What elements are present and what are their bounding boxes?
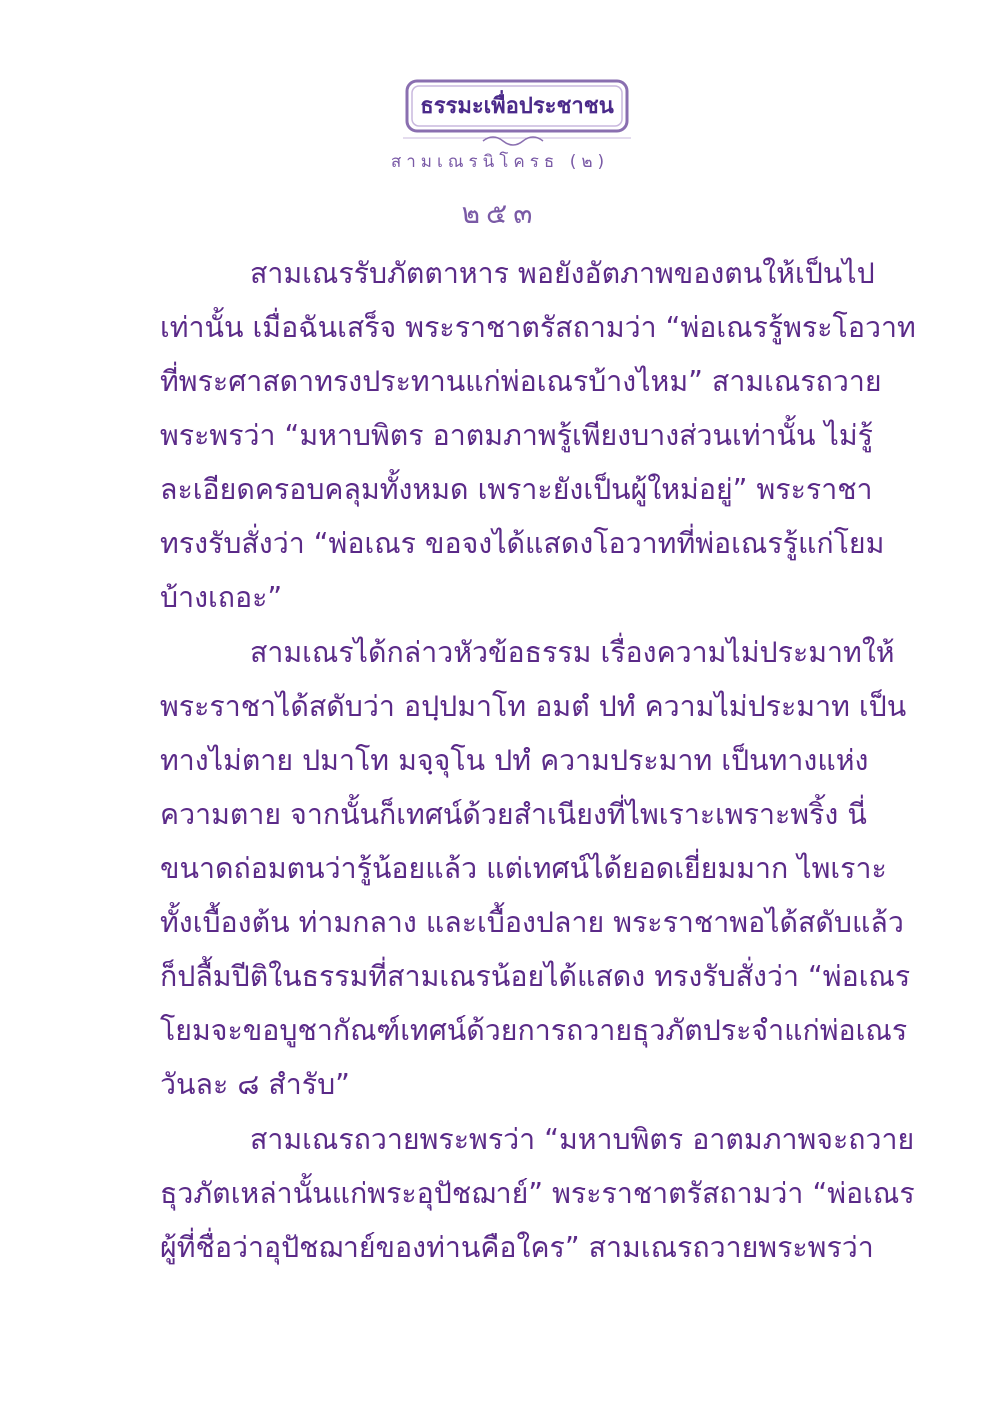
text-line: สามเณรรับภัตตาหาร พอยังอัตภาพของตนให้เป็นไป [250,257,875,290]
text-line: ทางไม่ตาย ปมาโท มจฺจุโน ปทํ ความประมาท เป็นทางแห่ง [160,744,869,777]
text-line: ทรงรับสั่งว่า “พ่อเณร ขอจงได้แสดงโอวาทที่พ่อเณรรู้แก่โยม [160,527,885,560]
text-line: บ้างเถอะ” [160,581,283,614]
text-line: ขนาดถ่อมตนว่ารู้น้อยแล้ว แต่เทศน์ได้ยอดเยี่ยมมาก ไพเราะ [160,852,887,885]
text-line: พระพรว่า “มหาบพิตร อาตมภาพรู้เพียงบางส่วนเท่านั้น ไม่รู้ [160,419,873,452]
text-line: วันละ ๘ สำรับ” [160,1068,350,1101]
text-line: ความตาย จากนั้นก็เทศน์ด้วยสำเนียงที่ไพเราะเพราะพริ้ง นี่ [160,798,867,831]
text-line: ธุวภัตเหล่านั้นแก่พระอุปัชฌาย์” พระราชาตรัสถามว่า “พ่อเณร [160,1177,915,1210]
text-line: สามเณรถวายพระพรว่า “มหาบพิตร อาตมภาพจะถวาย [250,1123,915,1156]
text-line: ก็ปลื้มปีติในธรรมที่สามเณรน้อยได้แสดง ทรงรับสั่งว่า “พ่อเณร [160,960,911,993]
text-line: เท่านั้น เมื่อฉันเสร็จ พระราชาตรัสถามว่า “พ่อเณรรู้พระโอวาท [160,311,916,344]
text-line: ผู้ที่ชื่อว่าอุปัชฌาย์ของท่านคือใคร” สามเณรถวายพระพรว่า [160,1231,874,1264]
chapter-title: สามเณรนิโครธ (๒) [390,152,610,172]
text-line: โยมจะขอบูชากัณฑ์เทศน์ด้วยการถวายธุวภัตประจำแก่พ่อเณร [160,1014,908,1047]
text-line: ทั้งเบื้องต้น ท่ามกลาง และเบื้องปลาย พระราชาพอได้สดับแล้ว [160,906,904,939]
text-line: สามเณรได้กล่าวหัวข้อธรรม เรื่องความไม่ประมาทให้ [250,636,895,669]
text-line: พระราชาได้สดับว่า อปฺปมาโท อมตํ ปทํ ความไม่ประมาท เป็น [160,690,907,723]
book-logo [403,78,631,150]
page-number: ๒๕๓ [461,197,539,230]
text-line: ละเอียดครอบคลุมทั้งหมด เพราะยังเป็นผู้ใหม่อยู่” พระราชา [160,473,873,506]
text-line: ที่พระศาสดาทรงประทานแก่พ่อเณรบ้างไหม” สามเณรถวาย [160,365,882,398]
logo-title: ธรรมะเพื่อประชาชน [420,93,614,119]
